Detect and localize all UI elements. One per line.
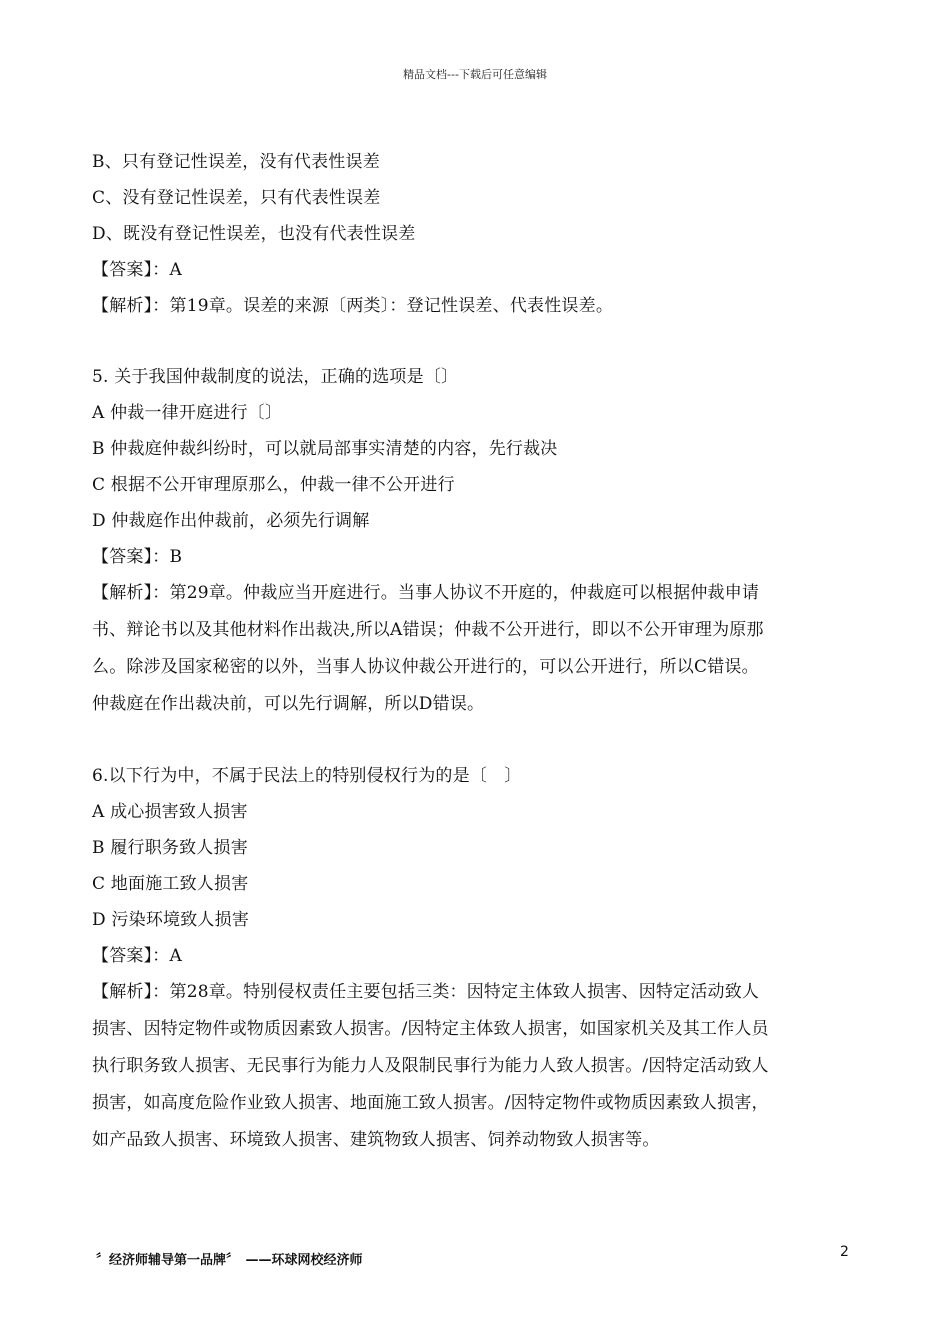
explanation-q6-line3: 执行职务致人损害、无民事行为能力人及限制民事行为能力人致人损害。/因特定活动致人 [92, 1056, 769, 1076]
explanation-q5-line1: 【解析】：第29章。仲裁应当开庭进行。当事人协议不开庭的，仲裁庭可以根据仲裁申请 [92, 583, 760, 603]
option-c-q6: C 地面施工致人损害 [92, 874, 249, 894]
question-6: 6.以下行为中，不属于民法上的特别侵权行为的是〔 〕 [92, 766, 522, 786]
option-a-q5: A 仲裁一律开庭进行〔〕 [92, 403, 283, 423]
option-a-q6: A 成心损害致人损害 [92, 802, 248, 822]
option-d-q6: D 污染环境致人损害 [92, 910, 250, 930]
explanation-q6-line1: 【解析】：第28章。特别侵权责任主要包括三类：因特定主体致人损害、因特定活动致人 [92, 982, 760, 1002]
option-b-q6: B 履行职务致人损害 [92, 838, 248, 858]
answer-q5: 【答案】：B [92, 547, 183, 567]
option-d-q4: D、既没有登记性误差，也没有代表性误差 [92, 224, 416, 244]
explanation-q5-line4: 仲裁庭在作出裁决前，可以先行调解，所以D错误。 [92, 694, 485, 714]
explanation-q5-line2: 书、辩论书以及其他材料作出裁决,所以A错误；仲裁不公开进行，即以不公开审理为原那 [92, 620, 764, 640]
explanation-q6-line5: 如产品致人损害、环境致人损害、建筑物致人损害、饲养动物致人损害等。 [92, 1130, 660, 1150]
question-5: 5. 关于我国仲裁制度的说法，正确的选项是〔〕 [92, 367, 459, 387]
option-b-q5: B 仲裁庭仲裁纠纷时，可以就局部事实清楚的内容，先行裁决 [92, 439, 558, 459]
page-number: 2 [840, 1244, 849, 1260]
option-c-q5: C 根据不公开审理原那么，仲裁一律不公开进行 [92, 475, 455, 495]
explanation-q6-line2: 损害、因特定物件或物质因素致人损害。/因特定主体致人损害，如国家机关及其工作人员 [92, 1019, 769, 1039]
answer-q4: 【答案】：A [92, 260, 182, 280]
page-header: 精品文档---下载后可任意编辑 [403, 68, 547, 81]
explanation-q6-line4: 损害，如高度危险作业致人损害、地面施工致人损害。/因特定物件或物质因素致人损害， [92, 1093, 769, 1113]
option-d-q5: D 仲裁庭作出仲裁前，必须先行调解 [92, 511, 370, 531]
explanation-q4: 【解析】：第19章。误差的来源〔两类〕：登记性误差、代表性误差。 [92, 296, 614, 316]
answer-q6: 【答案】：A [92, 946, 182, 966]
option-c-q4: C、没有登记性误差，只有代表性误差 [92, 188, 381, 208]
explanation-q5-line3: 么。除涉及国家秘密的以外，当事人协议仲裁公开进行的，可以公开进行，所以C错误。 [92, 657, 759, 677]
option-b-q4: B、只有登记性误差，没有代表性误差 [92, 152, 380, 172]
page-footer: 〞经济师辅导第一品牌〞 ——环球网校经济师 [96, 1253, 363, 1268]
